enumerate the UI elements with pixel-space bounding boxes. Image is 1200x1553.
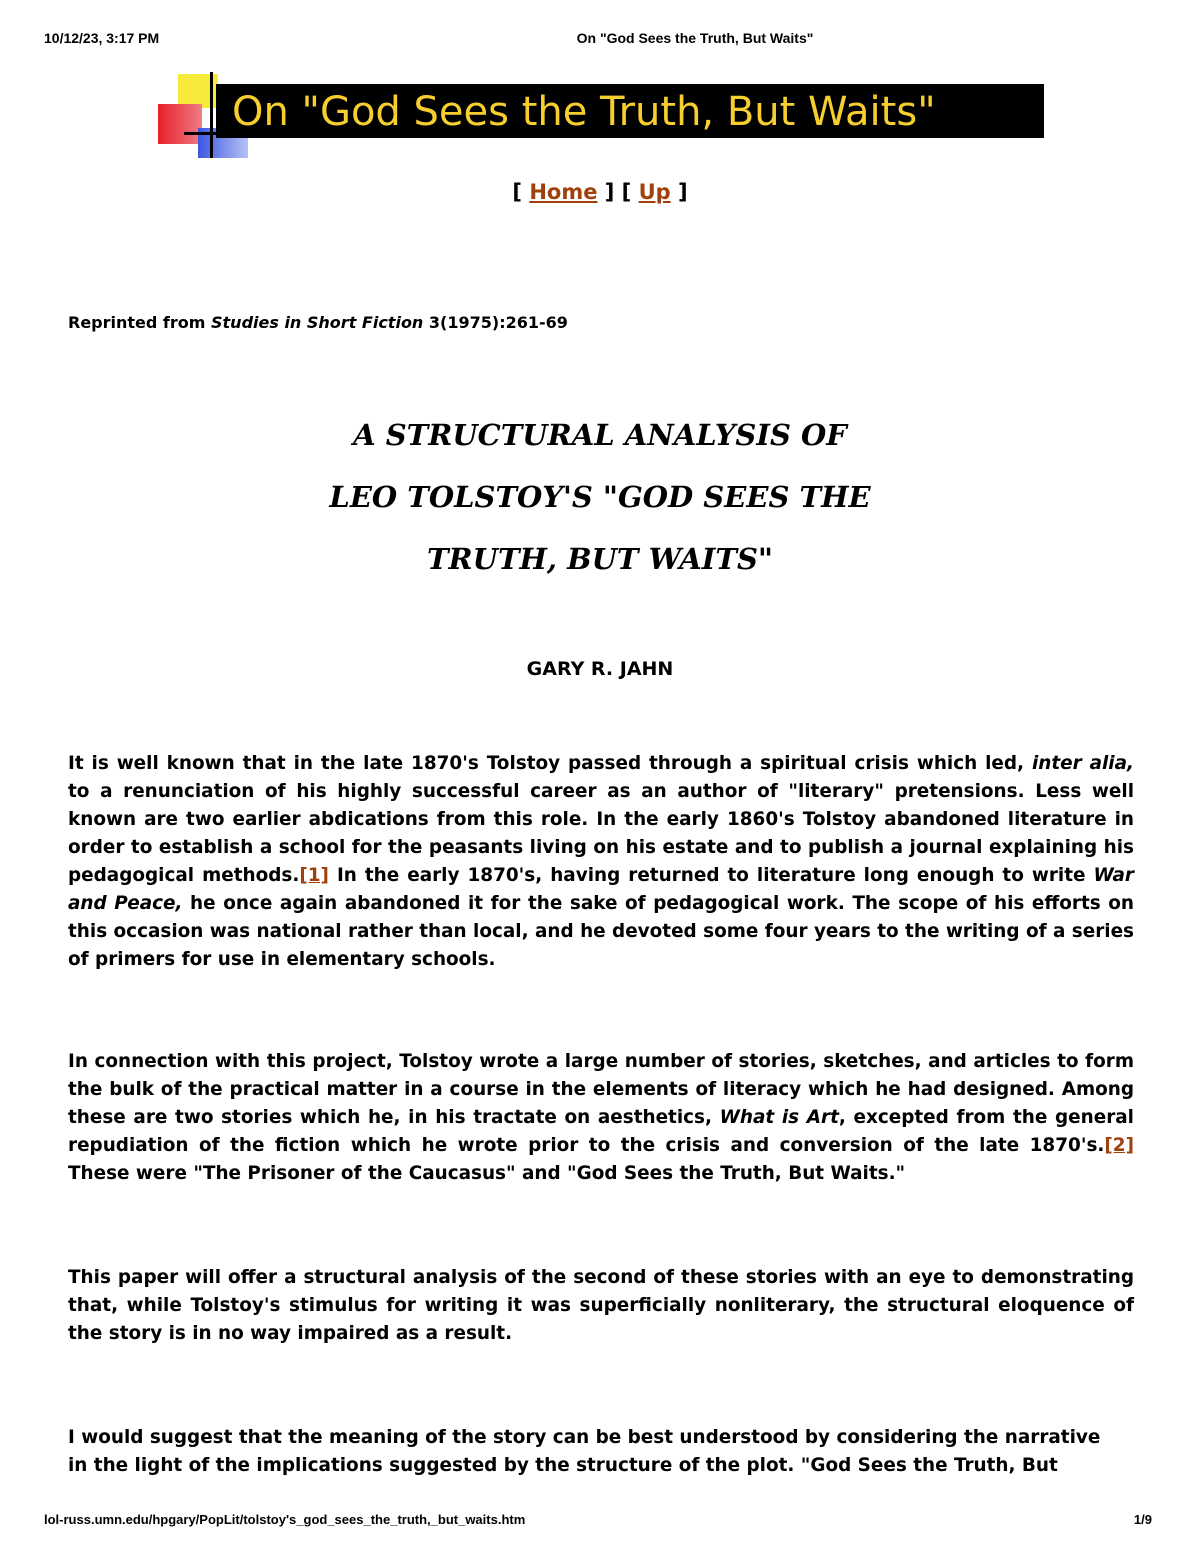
italic-text: inter alia, (1031, 753, 1135, 774)
page-url: lol-russ.umn.edu/hpgary/PopLit/tolstoy's_god_sees_the_truth,_but_waits.htm (44, 1512, 526, 1527)
title-banner (158, 72, 1048, 158)
paragraph-2 (68, 1048, 1134, 1188)
print-header (0, 30, 1200, 50)
footnote-link-2[interactable]: [2] (1104, 1135, 1134, 1156)
page-number: 1/9 (1133, 1512, 1152, 1527)
text-run: to a renunciation of his highly successful career as an author of "literary" pretensions. Less well known are two earlier abdications from this role. In the early 1860's Tolstoy abandoned literature in order to establish a school for the peasants living on his estate and to publish a journal explaining his pedagogical methods. (68, 781, 1134, 886)
nav-bracket: ] [ (597, 180, 639, 204)
paragraph-4: I would suggest that the meaning of the story can be best understood by considering the narrative in the light of the implications suggested by the structure of the plot. "God Sees the Truth, But (68, 1427, 1101, 1476)
author-name: GARY R. JAHN (526, 658, 674, 680)
footnote-link-1[interactable]: [1] (299, 865, 329, 886)
paragraph-1 (68, 750, 1134, 974)
top-navigation (0, 180, 1200, 204)
italic-text: What is Art (719, 1107, 839, 1128)
reprint-citation: 3(1975):261-69 (423, 313, 568, 332)
paragraph-3: This paper will offer a structural analysis of the second of these stories with an eye to demonstrating that, while Tolstoy's stimulus for writing it was superficially nonliterary, the structural eloquence of the story is in no way impaired as a result. (68, 1267, 1134, 1344)
article-title-line: LEO TOLSTOY'S "GOD SEES THE (329, 480, 871, 514)
text-run: It is well known that in the late 1870's Tolstoy passed through a spiritual crisis which led, (68, 753, 1032, 774)
text-run: he once again abandoned it for the sake of pedagogical work. The scope of his efforts on this occasion was national rather than local, and he devoted some four years to the writing of a series of primers for use in elementary schools. (68, 893, 1135, 970)
nav-bracket: ] (670, 180, 688, 204)
up-link[interactable]: Up (638, 180, 671, 204)
decorative-vertical-line (210, 72, 213, 158)
print-datetime: 10/12/23, 3:17 PM (44, 30, 160, 46)
journal-name: Studies in Short Fiction (211, 313, 424, 332)
article-title-line: A STRUCTURAL ANALYSIS OF (353, 418, 847, 452)
print-page-title: On "God Sees the Truth, But Waits" (576, 30, 814, 46)
text-run: In connection with this project, Tolstoy wrote a large number of stories, sketches, and articles to form the bulk of the practical matter in a course in the elements of literacy which he had designed. Among these are two stories which he, in his tractate on aesthetics, (68, 1051, 1134, 1128)
decorative-horizontal-line (184, 132, 224, 135)
text-run: In the early 1870's, having returned to literature long enough to write (328, 865, 1094, 886)
banner-title: On "God Sees the Truth, But Waits" (232, 89, 936, 135)
article-title-line: TRUTH, BUT WAITS" (426, 542, 774, 576)
reprint-note (68, 313, 568, 332)
reprint-prefix: Reprinted from (68, 313, 211, 332)
text-run: These were "The Prisoner of the Caucasus" and "God Sees the Truth, But Waits." (68, 1163, 906, 1184)
text-run: , excepted from the general repudiation of the fiction which he wrote prior to the crisis and conversion of the late 1870's. (68, 1107, 1134, 1156)
italic-text: War and Peace, (68, 865, 1134, 914)
home-link[interactable]: Home (529, 180, 598, 204)
article-title (0, 404, 1200, 590)
decorative-red-square (158, 104, 202, 144)
print-footer (0, 1512, 1200, 1532)
nav-bracket: [ (512, 180, 530, 204)
